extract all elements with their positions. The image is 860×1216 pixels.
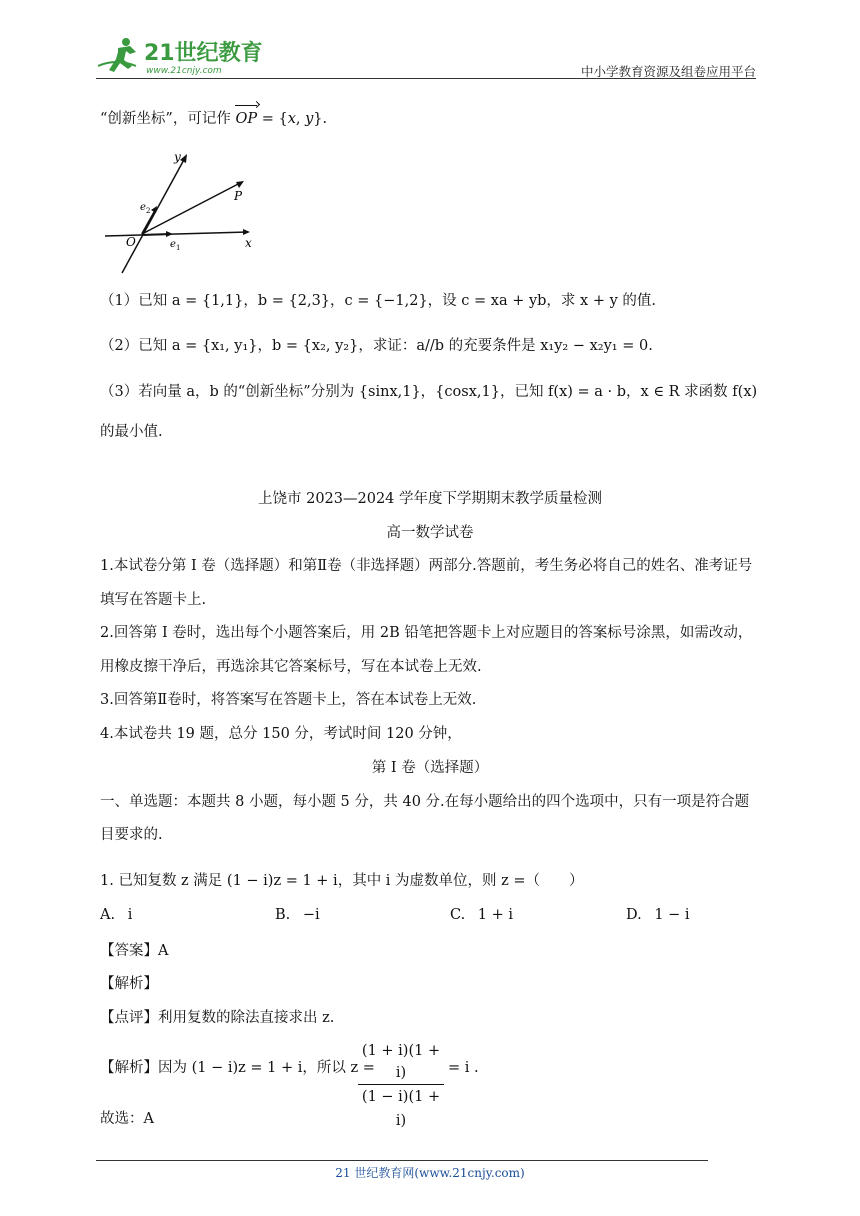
header-platform-text: 中小学教育资源及组卷应用平台 (580, 64, 756, 79)
solution-fraction (358, 1040, 444, 1133)
option-b-letter: B. (275, 907, 291, 923)
runner-icon (98, 38, 136, 72)
solution-prefix: 【解析】因为 (1 − i)z = 1 + i，所以 z = (100, 1060, 375, 1076)
option-c-letter: C. (450, 907, 466, 923)
note-2-line2: 用橡皮擦干净后，再选涂其它答案标号，写在本试卷上无效. (100, 659, 482, 675)
question-1: （1）已知 a = {1,1}，b = {2,3}，c = {−1,2}，设 c = xa + yb，求 x + y 的值. (100, 293, 656, 309)
note-2-line1: 2.回答第 I 卷时，选出每个小题答案后，用 2B 铅笔把答题卡上对应题目的答案标号涂黑，如需改动， (100, 625, 753, 641)
y-label: y (174, 150, 181, 164)
fraction-result: = i . (448, 1060, 479, 1076)
option-b-value: −i (302, 907, 320, 923)
logo-url: www.21cnjy.com (146, 66, 222, 76)
e2-label: e (140, 202, 146, 213)
option-b (275, 904, 320, 926)
header-divider (96, 78, 756, 79)
vector-op: OP (235, 108, 257, 130)
option-d-value: 1 − i (654, 907, 690, 923)
intro-line: “创新坐标”，可记作 OP = {x, y}. (100, 108, 327, 130)
note-1-line1: 1.本试卷分第 I 卷（选择题）和第Ⅱ卷（非选择题）两部分.答题前，考生务必将自己的姓名、准考证号 (100, 558, 753, 574)
e2-subscript: 2 (146, 207, 151, 215)
analysis-label: 【解析】 (100, 976, 158, 992)
part1-line1: 一、单选题：本题共 8 小题，每小题 5 分，共 40 分.在每小题给出的四个选项中，只有一项是符合题 (100, 794, 750, 810)
coordinate-figure (100, 146, 270, 278)
exam-subtitle: 高一数学试卷 (386, 525, 474, 541)
e1-label: e (170, 239, 176, 250)
option-c-value: 1 + i (477, 907, 514, 923)
question-3-line2: 的最小值. (100, 424, 163, 440)
question-3-line1: （3）若向量 a，b 的“创新坐标”分别为 {sinx,1}，{cosx,1}，已知 f(x) = a · b，x ∈ R 求函数 f(x) (100, 384, 758, 400)
problem-1-stem: 1. 已知复数 z 满足 (1 − i)z = 1 + i，其中 i 为虚数单位，则 z =（ ） (100, 873, 584, 889)
conclusion-line: 故选：A (100, 1111, 154, 1127)
option-d-letter: D. (626, 907, 642, 923)
option-a-value: i (127, 907, 133, 923)
logo-text: 21世纪教育 (144, 41, 263, 66)
option-a-letter: A. (100, 907, 116, 923)
note-1-line2: 填写在答题卡上. (100, 592, 207, 608)
intro-text: “创新坐标”，可记作 (100, 111, 231, 127)
x-label: x (245, 236, 252, 250)
point-p-label: P (234, 189, 243, 203)
option-a (100, 904, 132, 926)
option-d (626, 904, 690, 926)
section-title: 第 I 卷（选择题） (371, 760, 489, 776)
site-logo (96, 36, 266, 80)
exam-title: 上饶市 2023—2024 学年度下学期期末教学质量检测 (257, 491, 603, 507)
footer-link[interactable]: 21 世纪教育网(www.21cnjy.com) (335, 1166, 525, 1180)
answer-line: 【答案】A (100, 943, 169, 959)
e1-subscript: 1 (176, 244, 181, 252)
question-2: （2）已知 a = {x₁, y₁}，b = {x₂, y₂}，求证：a//b 的充要条件是 x₁y₂ − x₂y₁ = 0. (100, 338, 653, 354)
fraction-numerator: (1 + i)(1 + i) (358, 1040, 444, 1085)
part1-line2: 目要求的. (100, 827, 163, 843)
option-c (450, 904, 513, 926)
footer-divider (96, 1160, 708, 1161)
fraction-denominator: (1 − i)(1 + i) (361, 1089, 441, 1129)
note-3: 3.回答第Ⅱ卷时，将答案写在答题卡上，答在本试卷上无效. (100, 692, 477, 708)
note-4: 4.本试卷共 19 题，总分 150 分，考试时间 120 分钟， (100, 726, 462, 742)
comment-line: 【点评】利用复数的除法直接求出 z. (100, 1010, 335, 1026)
origin-label: O (126, 235, 136, 249)
